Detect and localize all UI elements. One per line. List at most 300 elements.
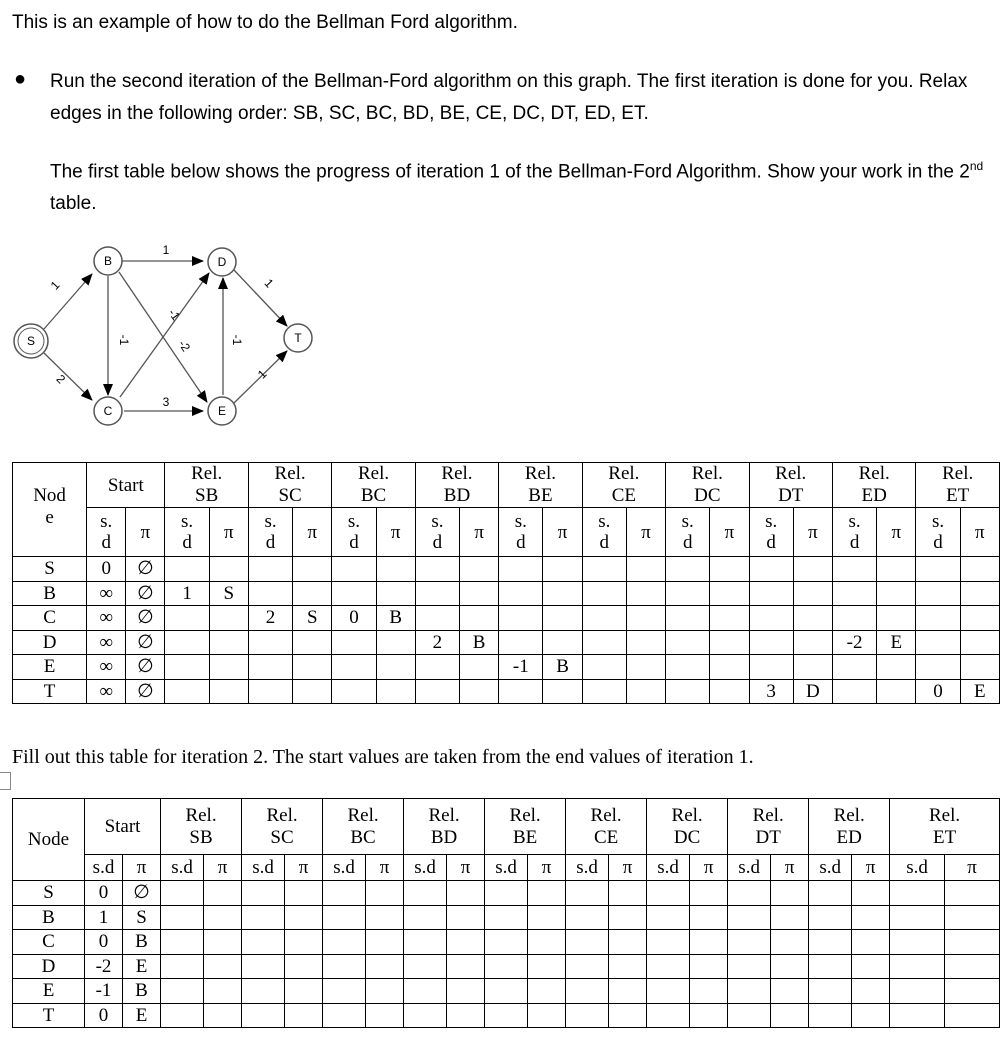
table1-value-cell bbox=[376, 630, 415, 655]
table2-empty-cell[interactable] bbox=[852, 954, 890, 979]
table2-empty-cell[interactable] bbox=[323, 930, 366, 955]
weight-sc: 2 bbox=[53, 371, 69, 387]
table1-value-cell bbox=[248, 655, 292, 680]
table2-sd-header: s.d bbox=[890, 855, 945, 881]
table2-empty-cell[interactable] bbox=[242, 954, 285, 979]
table2-empty-cell[interactable] bbox=[771, 979, 809, 1004]
table2-empty-cell[interactable] bbox=[242, 979, 285, 1004]
table1-node-cell: E bbox=[13, 655, 87, 680]
table1-row-b bbox=[13, 581, 1000, 606]
table1-value-cell: E bbox=[960, 679, 999, 704]
table2-empty-cell[interactable] bbox=[890, 979, 945, 1004]
table1-sd-a: s. bbox=[100, 511, 113, 532]
table2-empty-cell[interactable] bbox=[852, 881, 890, 906]
table2-empty-cell[interactable] bbox=[852, 979, 890, 1004]
table2-empty-cell[interactable] bbox=[204, 905, 242, 930]
table1-value-cell bbox=[666, 655, 710, 680]
table2-rel-header-sb bbox=[161, 799, 242, 855]
table1-rel-header-sc bbox=[248, 463, 331, 508]
table1-rel-edge: DT bbox=[778, 485, 804, 506]
table2-empty-cell[interactable] bbox=[690, 1003, 728, 1028]
table2-empty-cell[interactable] bbox=[528, 954, 566, 979]
table1-value-cell bbox=[209, 630, 248, 655]
table1-value-cell bbox=[626, 655, 665, 680]
table1-rel-header-bc bbox=[332, 463, 415, 508]
weight-sb: 1 bbox=[47, 278, 63, 293]
table2-empty-cell[interactable] bbox=[447, 979, 485, 1004]
table2-empty-cell[interactable] bbox=[566, 979, 609, 1004]
table1-value-cell bbox=[960, 606, 999, 631]
table1-value-cell bbox=[582, 630, 626, 655]
table2-empty-cell[interactable] bbox=[771, 905, 809, 930]
table1-value-cell bbox=[877, 581, 916, 606]
table2-empty-cell[interactable] bbox=[566, 1003, 609, 1028]
table2-empty-cell[interactable] bbox=[852, 1003, 890, 1028]
table2-empty-cell[interactable] bbox=[890, 1003, 945, 1028]
table1-rel-edge: DC bbox=[694, 485, 721, 506]
table1-value-cell bbox=[499, 606, 543, 631]
table1-value-cell bbox=[793, 581, 832, 606]
table1-value-cell bbox=[666, 679, 710, 704]
table1-sd-a: s. bbox=[264, 511, 277, 532]
table2-node-cell: E bbox=[13, 979, 85, 1004]
table1-value-cell bbox=[248, 557, 292, 582]
table1-sd-header bbox=[749, 508, 793, 557]
table2-empty-cell[interactable] bbox=[945, 930, 1000, 955]
table2-empty-cell[interactable] bbox=[242, 1003, 285, 1028]
table2-start-sd-cell: -2 bbox=[85, 954, 123, 979]
table1-value-cell bbox=[626, 606, 665, 631]
table2-empty-cell[interactable] bbox=[647, 930, 690, 955]
table1-value-cell bbox=[832, 581, 876, 606]
table2-sd-header: s.d bbox=[242, 855, 285, 881]
table2-node-cell: S bbox=[13, 881, 85, 906]
table2-empty-cell[interactable] bbox=[528, 930, 566, 955]
table1-value-cell bbox=[666, 630, 710, 655]
table2-empty-cell[interactable] bbox=[323, 881, 366, 906]
table1-start-header: Start bbox=[87, 463, 165, 508]
table2-empty-cell[interactable] bbox=[366, 954, 404, 979]
table1-value-cell bbox=[376, 679, 415, 704]
table2-row-c bbox=[13, 930, 1000, 955]
table2-empty-cell[interactable] bbox=[485, 1003, 528, 1028]
table1-value-cell bbox=[543, 630, 582, 655]
node-e-label: E bbox=[217, 404, 227, 418]
table1-sd-b: d bbox=[599, 532, 610, 553]
table1-sd-b: d bbox=[101, 532, 111, 553]
table2-empty-cell[interactable] bbox=[809, 954, 852, 979]
table2-empty-cell[interactable] bbox=[728, 1003, 771, 1028]
table1-value-cell bbox=[749, 655, 793, 680]
table1-value-cell bbox=[209, 606, 248, 631]
table2-empty-cell[interactable] bbox=[204, 954, 242, 979]
table2-rel-edge: CE bbox=[593, 826, 619, 848]
table2-rel-edge: SC bbox=[270, 826, 294, 848]
table-note bbox=[50, 150, 990, 220]
table2-empty-cell[interactable] bbox=[366, 881, 404, 906]
table2-empty-cell[interactable] bbox=[161, 930, 204, 955]
table2-empty-cell[interactable] bbox=[404, 881, 447, 906]
table2-empty-cell[interactable] bbox=[945, 954, 1000, 979]
table1-rel-prefix: Rel. bbox=[691, 463, 723, 484]
weight-bc: -1 bbox=[117, 334, 131, 346]
table2-empty-cell[interactable] bbox=[285, 930, 323, 955]
table2-empty-cell[interactable] bbox=[890, 954, 945, 979]
table1-rel-edge: CE bbox=[611, 485, 636, 506]
table1-value-cell: 0 bbox=[87, 557, 126, 582]
table2-empty-cell[interactable] bbox=[890, 930, 945, 955]
table2-rel-edge: ED bbox=[836, 826, 862, 848]
table2-empty-cell[interactable] bbox=[204, 979, 242, 1004]
table1-value-cell bbox=[793, 557, 832, 582]
table2-empty-cell[interactable] bbox=[890, 881, 945, 906]
table2-empty-cell[interactable] bbox=[285, 1003, 323, 1028]
node-d-label: D bbox=[217, 255, 227, 269]
table1-sd-b: d bbox=[516, 532, 526, 553]
table2-sd-header: s.d bbox=[728, 855, 771, 881]
table1-value-cell bbox=[293, 679, 332, 704]
weight-ce: 3 bbox=[162, 395, 170, 409]
table2-empty-cell[interactable] bbox=[609, 930, 647, 955]
table2-header-row bbox=[13, 799, 1000, 855]
table1-rel-header-ce bbox=[582, 463, 665, 508]
table2-empty-cell[interactable] bbox=[647, 954, 690, 979]
table1-rel-prefix: Rel. bbox=[274, 463, 306, 484]
table1-pi-header: π bbox=[960, 508, 999, 557]
table2-row-d bbox=[13, 954, 1000, 979]
table2-empty-cell[interactable] bbox=[161, 905, 204, 930]
table2-sd-header: s.d bbox=[161, 855, 204, 881]
table2-empty-cell[interactable] bbox=[728, 881, 771, 906]
table1-rel-prefix: Rel. bbox=[942, 463, 974, 484]
table2-empty-cell[interactable] bbox=[161, 1003, 204, 1028]
table1-value-cell: S bbox=[293, 606, 332, 631]
table2-empty-cell[interactable] bbox=[161, 979, 204, 1004]
table2-empty-cell[interactable] bbox=[647, 1003, 690, 1028]
table1-value-cell: ∅ bbox=[126, 630, 165, 655]
table2-empty-cell[interactable] bbox=[242, 930, 285, 955]
graph-diagram bbox=[0, 240, 340, 440]
table2-empty-cell[interactable] bbox=[366, 905, 404, 930]
table1-value-cell: 0 bbox=[916, 679, 960, 704]
table2-empty-cell[interactable] bbox=[890, 905, 945, 930]
table2-rel-edge: ET bbox=[932, 826, 957, 848]
node-b-label: B bbox=[103, 254, 113, 268]
table1-value-cell bbox=[749, 630, 793, 655]
table1-value-cell bbox=[415, 655, 459, 680]
table1-value-cell bbox=[582, 606, 626, 631]
table1-value-cell bbox=[832, 606, 876, 631]
table1-sd-b: d bbox=[933, 532, 943, 553]
fill-out-instruction: Fill out this table for iteration 2. The start values are taken from the end values of iteration 1. bbox=[12, 746, 754, 768]
table1-sd-b: d bbox=[849, 532, 860, 553]
table2-empty-cell[interactable] bbox=[852, 930, 890, 955]
table1-value-cell: -1 bbox=[499, 655, 543, 680]
table1-value-cell bbox=[582, 581, 626, 606]
weight-et: 1 bbox=[254, 366, 270, 382]
table2-subheader-row bbox=[13, 855, 1000, 881]
table1-row-t bbox=[13, 679, 1000, 704]
table2-empty-cell[interactable] bbox=[161, 881, 204, 906]
table2-empty-cell[interactable] bbox=[728, 979, 771, 1004]
table2-start-sd-cell: 0 bbox=[85, 930, 123, 955]
table1-value-cell bbox=[165, 655, 209, 680]
table1-rel-edge: SC bbox=[278, 485, 302, 506]
table2-empty-cell[interactable] bbox=[690, 930, 728, 955]
table1-value-cell bbox=[916, 606, 960, 631]
table2-empty-cell[interactable] bbox=[728, 954, 771, 979]
table1-value-cell bbox=[666, 606, 710, 631]
table2-empty-cell[interactable] bbox=[566, 954, 609, 979]
weight-dt: 1 bbox=[261, 276, 277, 291]
table2-empty-cell[interactable] bbox=[609, 881, 647, 906]
table2-empty-cell[interactable] bbox=[204, 881, 242, 906]
cursor-marker bbox=[0, 772, 11, 790]
table2-empty-cell[interactable] bbox=[204, 930, 242, 955]
table2-empty-cell[interactable] bbox=[690, 954, 728, 979]
table2-empty-cell[interactable] bbox=[690, 881, 728, 906]
table2-pi-header: π bbox=[366, 855, 404, 881]
table1-row-e bbox=[13, 655, 1000, 680]
table2-empty-cell[interactable] bbox=[809, 930, 852, 955]
table1-value-cell bbox=[877, 606, 916, 631]
table1-rel-edge: SB bbox=[195, 485, 219, 506]
table2-empty-cell[interactable] bbox=[809, 1003, 852, 1028]
table2-rel-header-bd bbox=[404, 799, 485, 855]
table2-start-sd-cell: -1 bbox=[85, 979, 123, 1004]
table1-value-cell bbox=[710, 557, 749, 582]
table2-empty-cell[interactable] bbox=[690, 979, 728, 1004]
edge-cd bbox=[120, 273, 209, 397]
table2-empty-cell[interactable] bbox=[404, 979, 447, 1004]
table1-value-cell bbox=[332, 679, 376, 704]
table2-empty-cell[interactable] bbox=[945, 905, 1000, 930]
table2-empty-cell[interactable] bbox=[404, 954, 447, 979]
table1-rel-header-et bbox=[916, 463, 1000, 508]
table2-empty-cell[interactable] bbox=[161, 954, 204, 979]
table2-empty-cell[interactable] bbox=[728, 905, 771, 930]
table1-value-cell bbox=[916, 557, 960, 582]
table1-row-d bbox=[13, 630, 1000, 655]
table2-empty-cell[interactable] bbox=[809, 881, 852, 906]
table2-empty-cell[interactable] bbox=[609, 1003, 647, 1028]
table2-empty-cell[interactable] bbox=[447, 954, 485, 979]
table2-rel-header-sc bbox=[242, 799, 323, 855]
table2-empty-cell[interactable] bbox=[404, 1003, 447, 1028]
table2-empty-cell[interactable] bbox=[609, 979, 647, 1004]
table1-value-cell: 1 bbox=[165, 581, 209, 606]
table2-empty-cell[interactable] bbox=[566, 905, 609, 930]
table2-empty-cell[interactable] bbox=[647, 979, 690, 1004]
table1-rel-prefix: Rel. bbox=[608, 463, 640, 484]
table2-empty-cell[interactable] bbox=[771, 930, 809, 955]
table2-empty-cell[interactable] bbox=[771, 1003, 809, 1028]
table2-empty-cell[interactable] bbox=[945, 979, 1000, 1004]
table1-value-cell bbox=[248, 630, 292, 655]
table2-empty-cell[interactable] bbox=[771, 881, 809, 906]
table2-empty-cell[interactable] bbox=[528, 979, 566, 1004]
table2-empty-cell[interactable] bbox=[809, 905, 852, 930]
table1-rel-header-dc bbox=[666, 463, 749, 508]
instruction-bullet: Run the second iteration of the Bellman-Ford algorithm on this graph. The first iteration is done for you. Relax edges in the following order: SB, SC, BC, BD, BE, CE, DC, DT, ED, ET. bbox=[50, 71, 968, 124]
table2-empty-cell[interactable] bbox=[566, 881, 609, 906]
table2-row-t bbox=[13, 1003, 1000, 1028]
table1-value-cell bbox=[460, 557, 499, 582]
table2-sd-header: s.d bbox=[323, 855, 366, 881]
table2-empty-cell[interactable] bbox=[404, 930, 447, 955]
table1-value-cell bbox=[666, 581, 710, 606]
table2-empty-cell[interactable] bbox=[285, 881, 323, 906]
table1-value-cell bbox=[460, 581, 499, 606]
table2-empty-cell[interactable] bbox=[728, 930, 771, 955]
table2-rel-prefix: Rel. bbox=[185, 804, 217, 826]
table2-empty-cell[interactable] bbox=[647, 905, 690, 930]
table1-value-cell bbox=[332, 581, 376, 606]
table2-empty-cell[interactable] bbox=[945, 1003, 1000, 1028]
table2-empty-cell[interactable] bbox=[945, 881, 1000, 906]
table2-start-pi-cell: E bbox=[123, 1003, 161, 1028]
table1-rel-edge: BD bbox=[443, 485, 471, 506]
table2-empty-cell[interactable] bbox=[485, 881, 528, 906]
table1-value-cell bbox=[793, 655, 832, 680]
table1-value-cell bbox=[415, 679, 459, 704]
table2-empty-cell[interactable] bbox=[242, 881, 285, 906]
table2-rel-edge: SB bbox=[189, 826, 213, 848]
table2-empty-cell[interactable] bbox=[447, 881, 485, 906]
table1-sd-a: s. bbox=[765, 511, 778, 532]
table1-pi-header: π bbox=[793, 508, 832, 557]
table1-value-cell bbox=[543, 679, 582, 704]
table2-rel-header-dt bbox=[728, 799, 809, 855]
table2-empty-cell[interactable] bbox=[771, 954, 809, 979]
table2-empty-cell[interactable] bbox=[528, 1003, 566, 1028]
table2-rel-edge: DC bbox=[673, 826, 701, 848]
table1-value-cell bbox=[960, 630, 999, 655]
table1-value-cell bbox=[499, 630, 543, 655]
table1-value-cell bbox=[293, 655, 332, 680]
table2-sd-header: s.d bbox=[647, 855, 690, 881]
edge-dt bbox=[234, 270, 287, 326]
table2-sd-header: s.d bbox=[404, 855, 447, 881]
table2-empty-cell[interactable] bbox=[485, 930, 528, 955]
table1-sd-header bbox=[582, 508, 626, 557]
table2-empty-cell[interactable] bbox=[242, 905, 285, 930]
table1-rel-header-bd bbox=[415, 463, 498, 508]
table1-value-cell bbox=[332, 630, 376, 655]
table1-node-cell: D bbox=[13, 630, 87, 655]
table2-empty-cell[interactable] bbox=[852, 905, 890, 930]
table2-start-sd-cell: 0 bbox=[85, 1003, 123, 1028]
table1-sd-b: d bbox=[682, 532, 693, 553]
table2-pi-header: π bbox=[285, 855, 323, 881]
table1-sd-header bbox=[666, 508, 710, 557]
node-s-label: S bbox=[26, 334, 36, 348]
table1-value-cell bbox=[626, 679, 665, 704]
table2-empty-cell[interactable] bbox=[285, 954, 323, 979]
table1-sd-header bbox=[499, 508, 543, 557]
table1-rel-prefix: Rel. bbox=[357, 463, 390, 484]
table2-empty-cell[interactable] bbox=[285, 979, 323, 1004]
table2-empty-cell[interactable] bbox=[528, 881, 566, 906]
table2-rel-prefix: Rel. bbox=[833, 804, 865, 826]
table1-sd-b: d bbox=[766, 532, 776, 553]
table2-empty-cell[interactable] bbox=[447, 905, 485, 930]
table2-empty-cell[interactable] bbox=[485, 954, 528, 979]
table2-rel-prefix: Rel. bbox=[428, 804, 460, 826]
table2-empty-cell[interactable] bbox=[690, 905, 728, 930]
table2-empty-cell[interactable] bbox=[485, 979, 528, 1004]
table2-empty-cell[interactable] bbox=[528, 905, 566, 930]
table1-node-cell: B bbox=[13, 581, 87, 606]
table1-row-c bbox=[13, 606, 1000, 631]
table2-empty-cell[interactable] bbox=[366, 979, 404, 1004]
weight-ed: -1 bbox=[230, 334, 244, 346]
table1-value-cell bbox=[916, 630, 960, 655]
table2-empty-cell[interactable] bbox=[323, 1003, 366, 1028]
table2-pi-header: π bbox=[771, 855, 809, 881]
table2-empty-cell[interactable] bbox=[366, 1003, 404, 1028]
table2-empty-cell[interactable] bbox=[809, 979, 852, 1004]
table1-pi-header: π bbox=[460, 508, 499, 557]
table2-start-sd-cell: 1 bbox=[85, 905, 123, 930]
table2-rel-edge: BD bbox=[430, 826, 458, 848]
table2-node-header: Node bbox=[13, 799, 85, 881]
table1-rel-edge: ET bbox=[946, 485, 970, 506]
table1-sd-a: s. bbox=[347, 511, 361, 532]
table1-value-cell bbox=[877, 655, 916, 680]
table2-empty-cell[interactable] bbox=[609, 905, 647, 930]
table2-empty-cell[interactable] bbox=[323, 954, 366, 979]
table2-empty-cell[interactable] bbox=[647, 881, 690, 906]
table2-empty-cell[interactable] bbox=[323, 905, 366, 930]
table2-empty-cell[interactable] bbox=[485, 905, 528, 930]
table2-empty-cell[interactable] bbox=[285, 905, 323, 930]
table2-empty-cell[interactable] bbox=[404, 905, 447, 930]
table2-empty-cell[interactable] bbox=[323, 979, 366, 1004]
table2-node-cell: B bbox=[13, 905, 85, 930]
table1-sd-a: s. bbox=[598, 511, 611, 532]
table2-empty-cell[interactable] bbox=[204, 1003, 242, 1028]
table2-empty-cell[interactable] bbox=[447, 1003, 485, 1028]
table1-value-cell bbox=[832, 679, 876, 704]
table2-empty-cell[interactable] bbox=[447, 930, 485, 955]
table2-pi-header: π bbox=[447, 855, 485, 881]
table1-sd-b: d bbox=[432, 532, 443, 553]
table1-rel-prefix: Rel. bbox=[858, 463, 890, 484]
table1-sd-header bbox=[248, 508, 292, 557]
table1-pi-header: π bbox=[626, 508, 665, 557]
table1-value-cell bbox=[415, 606, 459, 631]
table2-empty-cell[interactable] bbox=[566, 930, 609, 955]
table1-rel-prefix: Rel. bbox=[775, 463, 807, 484]
table2-row-e bbox=[13, 979, 1000, 1004]
table1-value-cell bbox=[376, 655, 415, 680]
table2-empty-cell[interactable] bbox=[366, 930, 404, 955]
table2-empty-cell[interactable] bbox=[609, 954, 647, 979]
table1-node-header bbox=[13, 463, 87, 557]
table-note-after: table. bbox=[50, 193, 97, 215]
table1-value-cell bbox=[165, 557, 209, 582]
table1-value-cell: 3 bbox=[749, 679, 793, 704]
table1-pi-header: π bbox=[376, 508, 415, 557]
bullet-dot: ● bbox=[14, 68, 27, 90]
table1-value-cell bbox=[749, 581, 793, 606]
table1-value-cell bbox=[626, 557, 665, 582]
table1-header-row bbox=[13, 463, 1000, 508]
table1-sd-header bbox=[165, 508, 209, 557]
table1-node-cell: C bbox=[13, 606, 87, 631]
table1-value-cell: B bbox=[543, 655, 582, 680]
